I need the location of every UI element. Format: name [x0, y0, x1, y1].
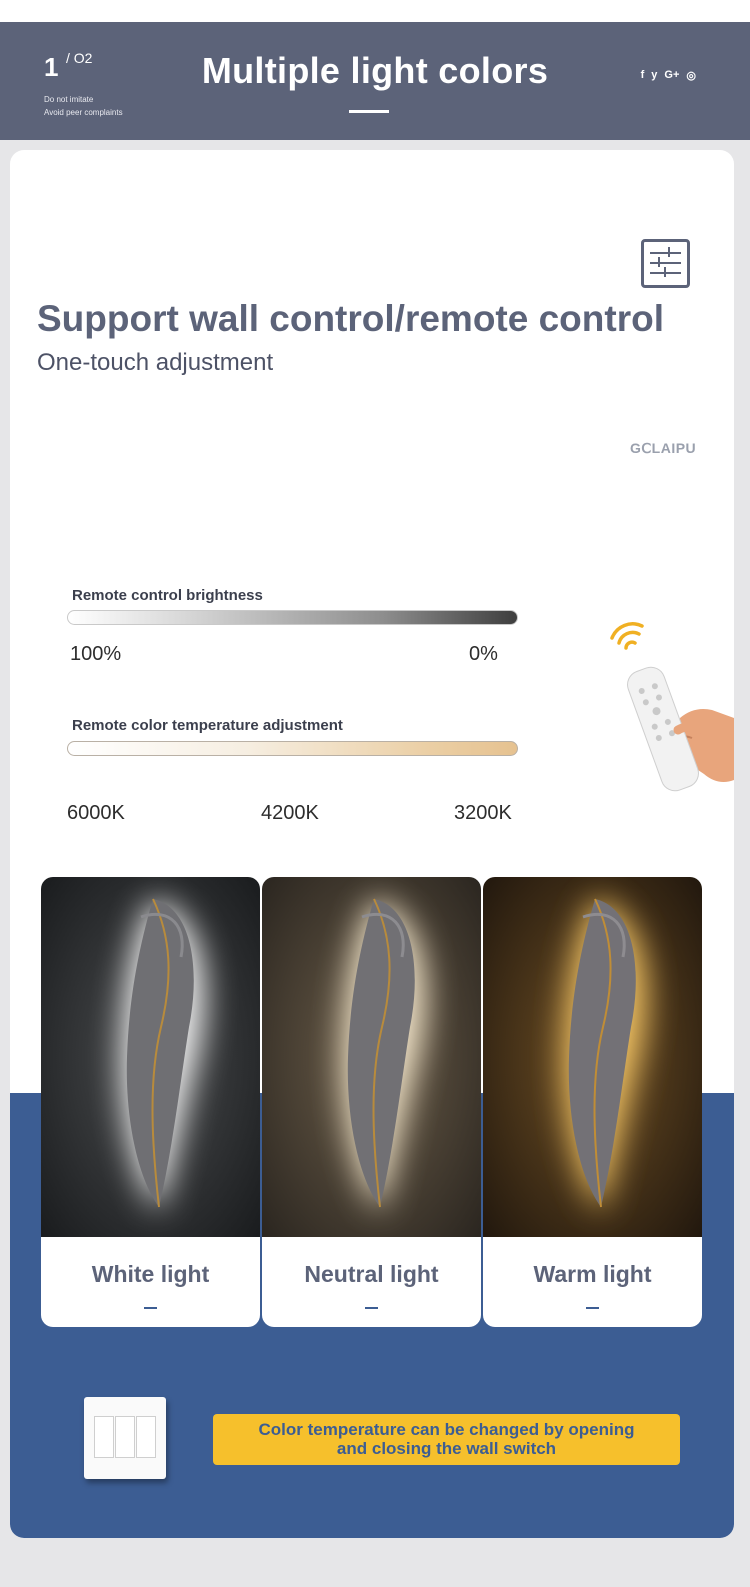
temperature-label: Remote color temperature adjustment [72, 717, 343, 734]
temperature-value-warm: 3200K [454, 802, 512, 824]
top-band [0, 0, 750, 22]
content-card [10, 150, 734, 1538]
variant-card-neutral [262, 877, 481, 1327]
switch-note-line2: and closing the wall switch [336, 1439, 557, 1458]
temperature-value-neutral: 4200K [261, 802, 319, 824]
variant-underline-warm [586, 1307, 599, 1309]
brightness-gradient-bar [67, 610, 518, 625]
section-subtitle: One-touch adjustment [37, 349, 274, 376]
switch-note-line1: Color temperature can be changed by opening [258, 1420, 635, 1439]
google-plus-icon[interactable]: G+ [664, 69, 680, 81]
variant-label-warm: Warm light [533, 1261, 652, 1287]
temperature-value-cool: 6000K [67, 802, 125, 824]
switch-note-banner [213, 1414, 680, 1465]
neutral-light-photo [262, 877, 481, 1237]
page-total: / O2 [66, 50, 93, 66]
section-title: Support wall control/remote control [37, 298, 664, 339]
brightness-max-label: 0% [469, 643, 498, 665]
note-avoid-complaints: Avoid peer complaints [44, 108, 123, 117]
brightness-min-label: 100% [70, 643, 122, 665]
page-number: 1 [44, 52, 59, 82]
variant-card-white [41, 877, 260, 1327]
title-underline [349, 110, 389, 113]
header-banner [0, 22, 750, 140]
variant-label-neutral: Neutral light [304, 1261, 439, 1287]
variant-card-warm [483, 877, 702, 1327]
wifi-signal-icon [608, 618, 648, 654]
brightness-label: Remote control brightness [72, 587, 263, 604]
page-title: Multiple light colors [201, 50, 549, 91]
variant-underline-white [144, 1307, 157, 1309]
variant-underline-neutral [365, 1307, 378, 1309]
temperature-gradient-bar [67, 741, 518, 756]
twitter-icon[interactable]: y [651, 69, 658, 81]
variant-label-white: White light [91, 1261, 210, 1287]
instagram-icon[interactable]: ◎ [686, 70, 696, 82]
note-do-not-imitate: Do not imitate [44, 95, 94, 104]
facebook-icon[interactable]: f [640, 69, 645, 81]
adjust-sliders-icon [641, 239, 690, 288]
social-links [641, 69, 696, 82]
brand-logo: GⅭLAIPU [630, 440, 697, 456]
white-light-photo [41, 877, 260, 1237]
wall-switch-image [84, 1397, 166, 1479]
remote-control-image [622, 658, 734, 796]
warm-light-photo [483, 877, 702, 1237]
